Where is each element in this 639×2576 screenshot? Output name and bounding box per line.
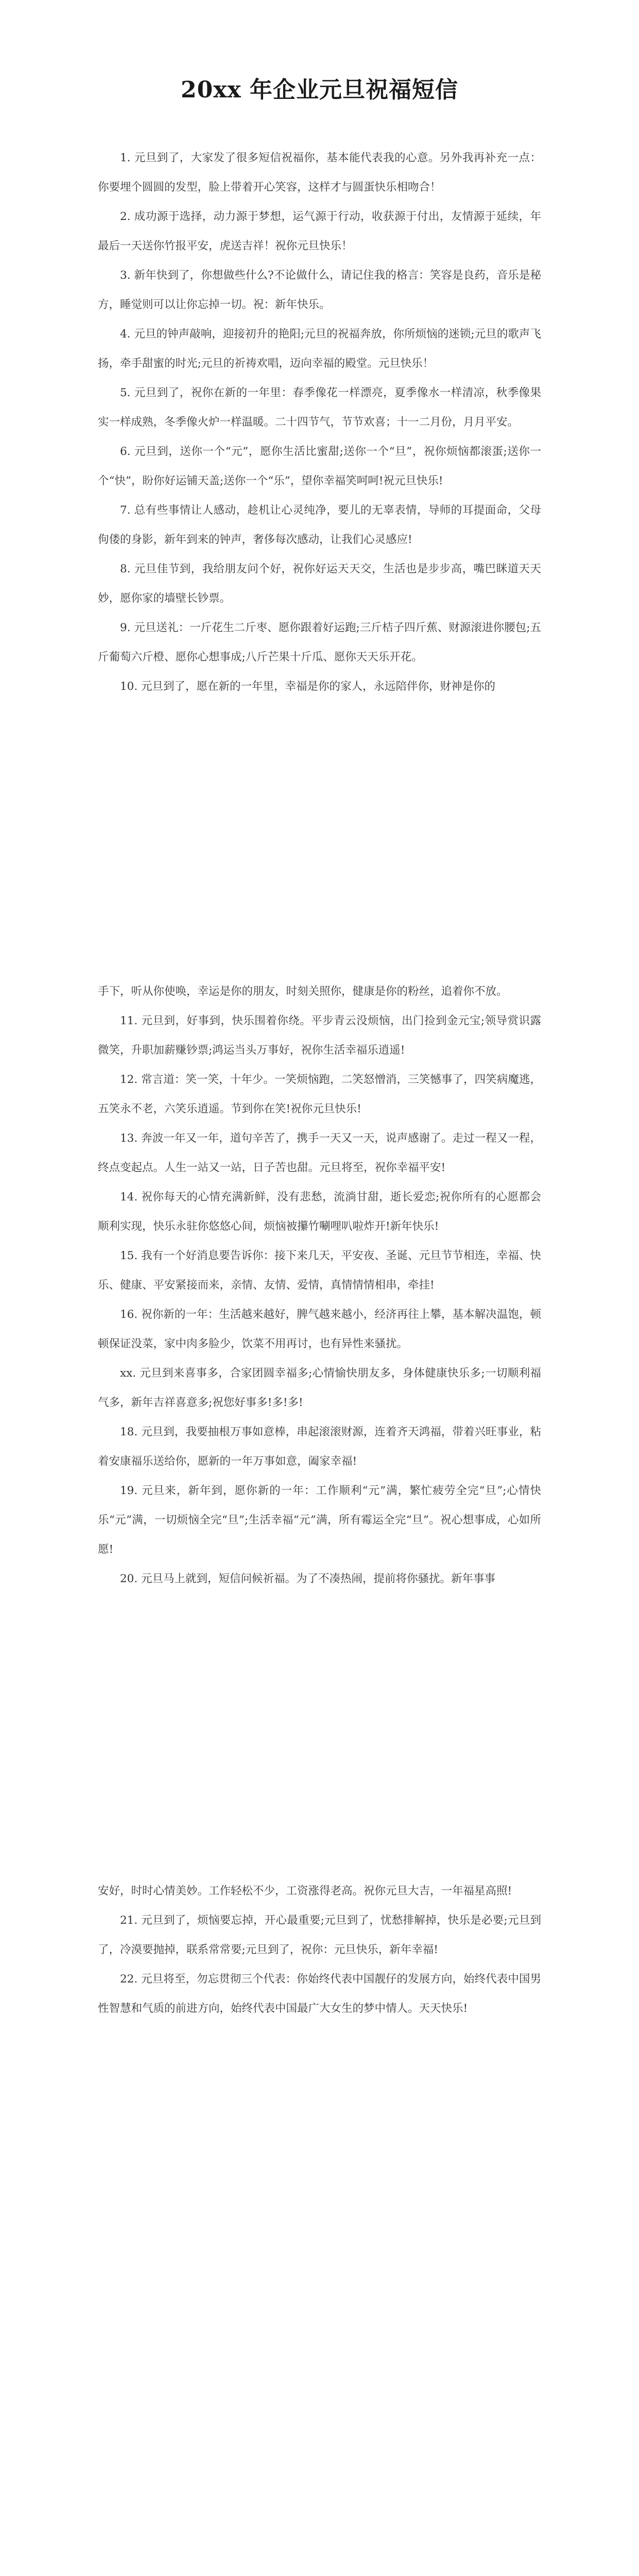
paragraph: 15. 我有一个好消息要告诉你：接下来几天，平安夜、圣诞、元旦节节相连，幸福、快乐、健康、平安紧接而来，亲情、友情、爱情，真情情情相串，牵挂! xyxy=(98,1249,541,1292)
paragraph: 7. 总有些事情让人感动，趁机让心灵纯净，要儿的无辜表情，导师的耳提面命，父母佝偻的身影，新年到来的钟声，奢侈每次感动，让我们心灵感应! xyxy=(98,504,541,546)
paragraph: 4. 元旦的钟声敲响，迎接初升的艳阳;元旦的祝福奔放，你所烦恼的迷锁;元旦的歌声飞扬，牵手甜蜜的时光;元旦的祈祷欢唱，迈向幸福的殿堂。元旦快乐！ xyxy=(98,328,541,370)
paragraph: 21. 元旦到了，烦恼要忘掉，开心最重要;元旦到了，忧愁排解掉，快乐是必要;元旦到了，冷漠要抛掉，联系常常要;元旦到了，祝你：元旦快乐，新年幸福! xyxy=(98,1914,541,1956)
paragraph: 12. 常言道：笑一笑，十年少。一笑烦恼跑，二笑怒憎消，三笑憾事了，四笑病魔逃，五笑永不老，六笑乐逍遥。节到你在笑!祝你元旦快乐! xyxy=(98,1073,541,1115)
paragraph: 2. 成功源于选择，动力源于梦想，运气源于行动，收获源于付出，友情源于延续，年最后一天送你竹报平安，虎送吉祥！祝你元旦快乐！ xyxy=(98,210,541,252)
paragraph: 6. 元旦到，送你一个“元”，愿你生活比蜜甜;送你一个“旦”，祝你烦恼都滚蛋;送你一个“快”，盼你好运铺天盖;送你一个“乐”，望你幸福笑呵呵!祝元旦快乐! xyxy=(98,445,541,487)
document-title: 20xx 年企业元旦祝福短信 xyxy=(180,77,458,103)
document-body-section-1 xyxy=(98,143,541,701)
paragraph: 22. 元旦将至，勿忘贯彻三个代表：你始终代表中国靓仔的发展方向，始终代表中国男性智慧和气质的前进方向，始终代表中国最广大女生的梦中情人。天天快乐! xyxy=(98,1973,541,2015)
paragraph: 19. 元旦来，新年到，愿你新的一年：工作顺利“元”满，繁忙疲劳全完“旦”;心情快乐“元”满，一切烦恼全完“旦”;生活幸福“元”满，所有霉运全完“旦”。祝心想事成，心如所愿! xyxy=(98,1484,541,1556)
paragraph: 18. 元旦到，我要抽根万事如意棒，串起滚滚财源，连着齐天鸿福，带着兴旺事业，粘着安康福乐送给你，愿新的一年万事如意，阖家幸福! xyxy=(98,1426,541,1468)
paragraph: 8. 元旦佳节到，我给朋友问个好，祝你好运天天交，生活也是步步高，嘴巴眯道天天妙，愿你家的墙壁长钞票。 xyxy=(98,563,541,605)
paragraph: 13. 奔波一年又一年，道句辛苦了，携手一天又一天，说声感谢了。走过一程又一程，终点变起点。人生一站又一站，日子苦也甜。元旦将至，祝你幸福平安! xyxy=(98,1132,541,1174)
document-body-section-2 xyxy=(98,977,541,1594)
paragraph: 3. 新年快到了，你想做些什么?不论做什么，请记住我的格言：笑容是良药，音乐是秘方，睡觉则可以让你忘掉一切。祝：新年快乐。 xyxy=(98,269,541,311)
paragraph: 9. 元旦送礼：一斤花生二斤枣、愿你跟着好运跑;三斤桔子四斤蕉、财源滚进你腰包;五斤葡萄六斤橙、愿你心想事成;八斤芒果十斤瓜、愿你天天乐开花。 xyxy=(98,621,541,664)
paragraph-continued: 手下，听从你使唤，幸运是你的朋友，时刻关照你，健康是你的粉丝，追着你不放。 xyxy=(98,985,508,998)
paragraph: 5. 元旦到了，祝你在新的一年里：春季像花一样漂亮，夏季像水一样清凉，秋季像果实一样成熟，冬季像火炉一样温暖。二十四节气，节节欢喜；十一二月份，月月平安。 xyxy=(98,386,541,429)
paragraph: 14. 祝你每天的心情充满新鲜，没有悲愁，流淌甘甜，逝长爱恋;祝你所有的心愿都会顺利实现，快乐永驻你悠悠心间，烦恼被攥竹唰哩叭啦炸开!新年快乐! xyxy=(98,1191,541,1233)
paragraph: 20. 元旦马上就到，短信问候祈福。为了不凑热闹，提前将你骚扰。新年事事 xyxy=(120,1572,496,1585)
paragraph: 10. 元旦到了，愿在新的一年里，幸福是你的家人，永远陪伴你，财神是你的 xyxy=(120,680,496,693)
paragraph: xx. 元旦到来喜事多，合家团圆幸福多;心情愉快朋友多，身体健康快乐多;一切顺利福气多，新年吉祥喜意多;祝您好事多!多!多! xyxy=(98,1367,541,1409)
paragraph: 16. 祝你新的一年：生活越来越好，脾气越来越小，经济再往上攀，基本解决温饱，顿顿保证没菜，家中肉多脸少，饮菜不用再讨，也有异性来骚扰。 xyxy=(98,1308,541,1350)
paragraph: 11. 元旦到，好事到，快乐围着你绕。平步青云没烦恼，出门捡到金元宝;领导赏识露微笑，升职加薪赚钞票;鸿运当头万事好，祝你生活幸福乐逍遥! xyxy=(98,1014,541,1057)
paragraph: 1. 元旦到了，大家发了很多短信祝福你，基本能代表我的心意。另外我再补充一点：你要埋个圆圆的发型，脸上带着开心笑容，这样才与圆蛋快乐相吻合！ xyxy=(98,151,541,194)
document-body-section-3 xyxy=(98,1876,541,2023)
paragraph-continued: 安好，时时心情美妙。工作轻松不少，工资涨得老高。祝你元旦大吉，一年福星高照! xyxy=(98,1885,512,1897)
